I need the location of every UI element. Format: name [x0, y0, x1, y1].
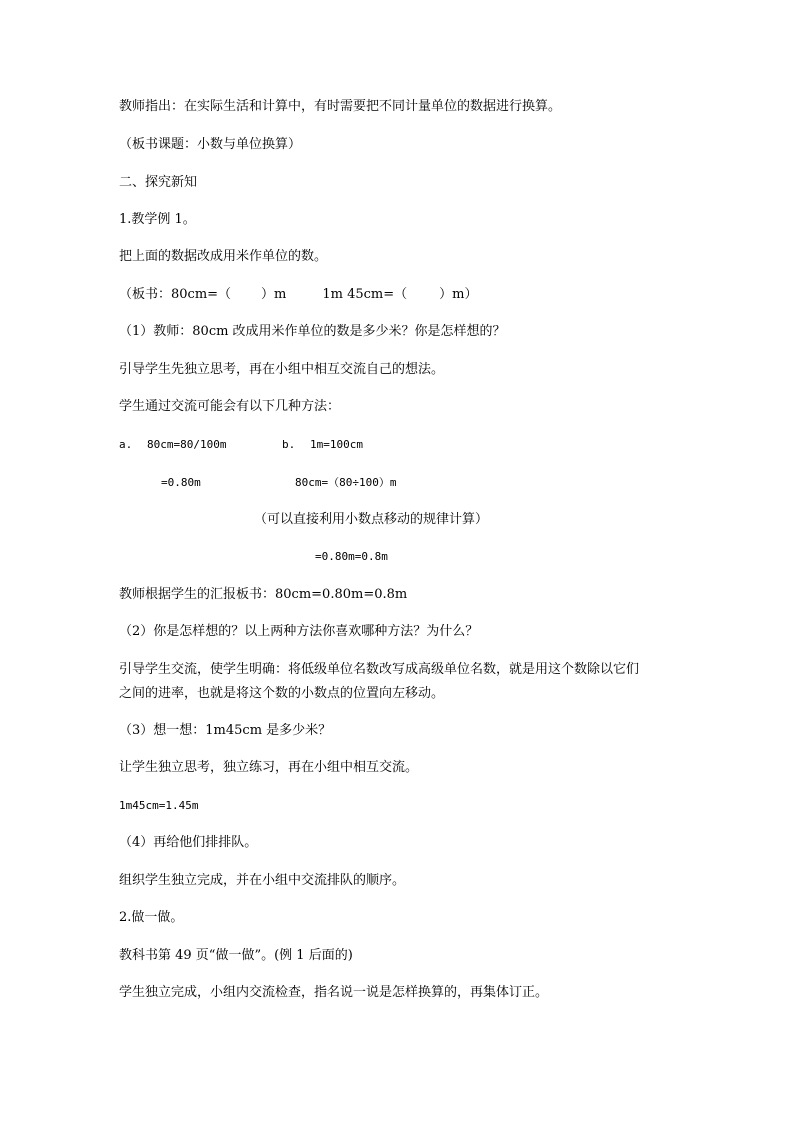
paragraph-check-correct: 学生独立完成，小组内交流检查，指名说一说是怎样换算的，再集体订正。 — [119, 985, 549, 1000]
method-b-note: （可以直接利用小数点移动的规律计算） — [254, 512, 489, 527]
equation-1m45cm: 1m45cm=1.45m — [119, 799, 199, 812]
paragraph-teacher-board: 教师根据学生的汇报板书：80cm=0.80m=0.8m — [119, 587, 408, 602]
paragraph-guide-think: 引导学生先独立思考，再在小组中相互交流自己的想法。 — [119, 362, 445, 377]
paragraph-independent-practice: 让学生独立思考，独立练习，再在小组中相互交流。 — [119, 760, 419, 775]
method-a-label: a. — [119, 438, 133, 451]
question-2: （2）你是怎样想的？以上两种方法你喜欢哪种方法？为什么？ — [119, 624, 479, 639]
method-b-line2: 80cm=（80÷100）m — [295, 476, 397, 489]
question-1: （1）教师：80cm 改成用米作单位的数是多少米？你是怎样想的？ — [119, 324, 506, 339]
question-4: （4）再给他们排排队。 — [119, 835, 258, 850]
board-equations — [119, 287, 477, 303]
board-mid: ）m — [261, 287, 287, 302]
board-second: 1m 45cm=（ — [322, 287, 408, 302]
paragraph-guide-clarify-1: 引导学生交流，使学生明确：将低级单位名数改写成高级单位名数，就是用这个数除以它们 — [119, 662, 640, 677]
method-b-label: b. — [282, 438, 296, 451]
method-b-line1: 1m=100cm — [310, 438, 363, 451]
paragraph-board-title: （板书课题：小数与单位换算） — [119, 137, 302, 152]
question-3: （3）想一想：1m45cm 是多少米？ — [119, 723, 332, 738]
board-prefix: （板书：80cm=（ — [119, 287, 232, 302]
method-b-line3: =0.80m=0.8m — [315, 550, 388, 563]
paragraph-guide-clarify-2: 之间的进率，也就是将这个数的小数点的位置向左移动。 — [119, 686, 445, 701]
method-a-line1: 80cm=80/100m — [147, 438, 227, 451]
board-suffix: ）m） — [439, 287, 478, 302]
subsection-try-it: 2.做一做。 — [119, 910, 184, 925]
method-a-line2: =0.80m — [161, 476, 201, 489]
paragraph-order-task: 组织学生独立完成，并在小组中交流排队的顺序。 — [119, 873, 406, 888]
paragraph-convert-instruction: 把上面的数据改成用米作单位的数。 — [119, 249, 328, 264]
section-heading-explore: 二、探究新知 — [119, 175, 198, 190]
paragraph-teacher-point: 教师指出：在实际生活和计算中，有时需要把不同计量单位的数据进行换算。 — [119, 99, 562, 114]
subsection-example-1: 1.教学例 1。 — [119, 212, 196, 227]
paragraph-methods-intro: 学生通过交流可能会有以下几种方法： — [119, 399, 341, 414]
paragraph-textbook-ref: 教科书第 49 页“做一做”。(例 1 后面的) — [119, 948, 353, 963]
